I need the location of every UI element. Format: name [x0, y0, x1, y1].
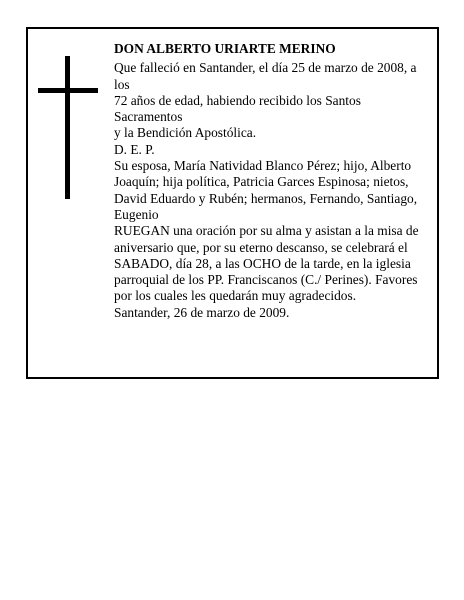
blessing-statement: y la Bendición Apostólica. — [114, 125, 257, 141]
age-statement: 72 años de edad, habiendo recibido los Santos Sacramentos — [114, 92, 361, 125]
cross-horizontal-bar — [38, 88, 98, 93]
cross-icon — [38, 56, 98, 199]
cross-vertical-bar — [65, 56, 70, 199]
deceased-name: DON ALBERTO URIARTE MERINO — [114, 41, 336, 56]
mass-request: RUEGAN una oración por su alma y asistan a la misa de aniversario que, por su eterno descanso, se celebrará el SABADO, día 28, a las OCHO de la tarde, en la iglesia parroquial de los PP. Franciscanos (C./ Perines). Favores por los cuales les quedarán muy agradecidos. — [114, 223, 419, 304]
death-statement: Que falleció en Santander, el día 25 de marzo de 2008, a los — [114, 60, 417, 92]
family-list: Su esposa, María Natividad Blanco Pérez; hijo, Alberto Joaquín; hija política, Patricia Garces Espinosa; nietos, David Eduardo y Rubén; hermanos, Fernando, Santiago, Eugenio — [114, 158, 418, 222]
notice-text — [114, 41, 432, 321]
place-date: Santander, 26 de marzo de 2009. — [114, 304, 290, 320]
rip-text: D. E. P. — [114, 141, 155, 157]
obituary-notice — [26, 27, 439, 379]
